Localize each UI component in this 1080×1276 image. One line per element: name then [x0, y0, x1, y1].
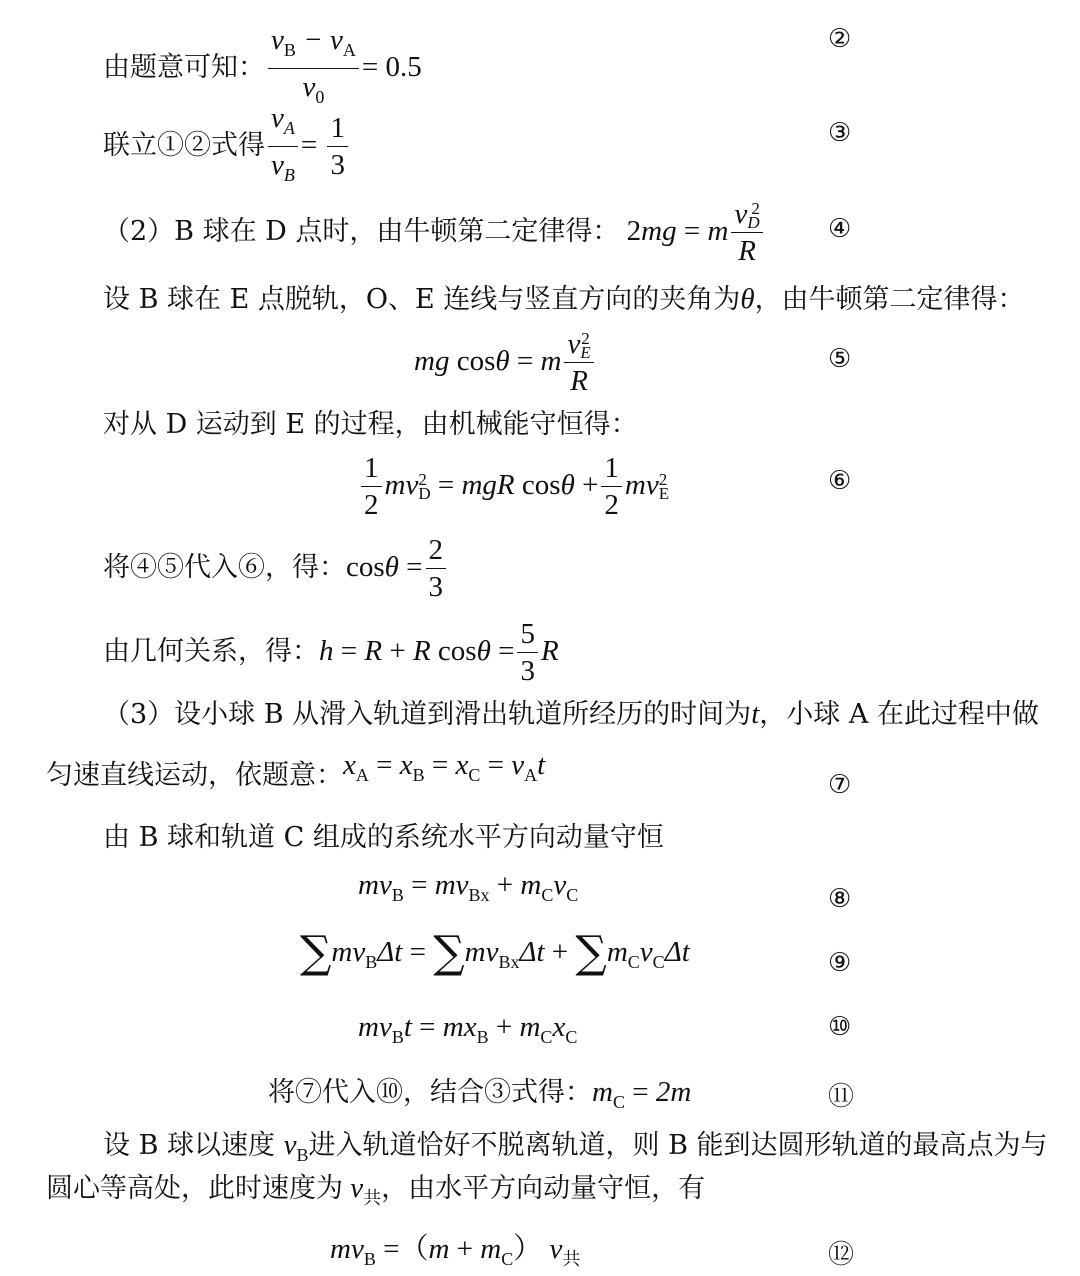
- eq-line-19: $mv_B =(m + m_C)$ $v_共$: [330, 1233, 581, 1269]
- text-segment: 设 B 球在 E 点脱轨，O、E 连线与竖直方向的夹角为: [103, 284, 741, 315]
- eq-number: ④: [828, 214, 852, 244]
- fraction: v 2 E R: [564, 326, 593, 399]
- eq-line-7: $\frac{1}{2}$ mv 2 D = mgR cosθ + $\frac{1}{2}$ mv 2 E: [358, 450, 669, 523]
- fraction: $\frac{1}{2}$: [601, 450, 622, 523]
- eq-number: ②: [828, 24, 852, 54]
- text-line-17: 设 B 球以速度 $v_B$进入轨道恰好不脱离轨道，则 B 能到达圆形轨道的最高点为与: [103, 1129, 1048, 1165]
- eq-label: 将④⑤代入⑥，得：: [103, 552, 346, 583]
- eq-line-13: $mv_B = mv_{Bx} + m_Cv_C$: [358, 869, 579, 905]
- eq-line-2: 联立①②式得 $\frac{v_A}{v_B}$ = $\frac{1}{3}$: [103, 100, 351, 193]
- eq-number: ⑫: [828, 1240, 855, 1270]
- eq-number: ③: [828, 118, 852, 148]
- text-segment: ，由水平方向动量守恒，有: [381, 1173, 706, 1204]
- eq-line-16: 将⑦代入⑩，结合③式得：$m_C = 2m$: [268, 1076, 692, 1112]
- eq-label: 联立①②式得: [103, 130, 265, 161]
- eq-label: 由几何关系，得：: [103, 636, 319, 667]
- eq-line-15: $mv_Bt = mx_B + m_Cx_C$: [358, 1011, 578, 1047]
- text-line-6: 对从 D 运动到 E 的过程，由机械能守恒得：: [103, 409, 638, 440]
- fraction: $\frac{1}{3}$: [327, 110, 348, 183]
- eq-number: ⑪: [828, 1082, 855, 1112]
- eq-line-9: 由几何关系，得：h = R + R cosθ = $\frac{5}{3}$ R: [103, 618, 559, 687]
- fraction: $\frac{v_B - v_A}{v_0}$: [268, 22, 359, 115]
- text-segment: 设 B 球以速度: [103, 1130, 284, 1161]
- theta-symbol: θ: [740, 283, 755, 315]
- eq-number: ⑥: [828, 466, 852, 496]
- eq-line-5: mg cosθ = m v 2 E R: [414, 326, 597, 399]
- text-line-18: 圆心等高处，此时速度为 $v_共$，由水平方向动量守恒，有: [46, 1172, 706, 1208]
- fraction: $\frac{5}{3}$: [517, 616, 538, 689]
- eq-label: （2）B 球在 D 点时，由牛顿第二定律得：: [103, 216, 620, 247]
- text-segment: ，由牛顿第二定律得：: [754, 284, 1025, 315]
- eq-number: ⑨: [828, 948, 852, 978]
- eq-line-11: 匀速直线运动，依题意：$x_A = x_B = x_C = v_At$: [46, 749, 546, 791]
- eq-number: ⑤: [828, 344, 852, 374]
- text-segment: （3）设小球 B 从滑入轨道到滑出轨道所经历的时间为: [103, 699, 752, 730]
- eq-label: 将⑦代入⑩，结合③式得：: [268, 1077, 592, 1108]
- eq-line-14: $\sum mv_B\Delta t = \sum mv_{Bx}\Delta t + \sum m_Cv_C\Delta t$: [300, 927, 690, 978]
- t-symbol: t: [751, 698, 760, 730]
- text-segment: 进入轨道恰好不脱离轨道，则 B 能到达圆形轨道的最高点为与: [308, 1130, 1048, 1161]
- eq-number: ⑦: [828, 770, 852, 800]
- fraction: $\frac{v_A}{v_B}$: [268, 100, 298, 193]
- text-line-12: 由 B 球和轨道 C 组成的系统水平方向动量守恒: [103, 822, 664, 853]
- eq-number: ⑩: [828, 1012, 852, 1042]
- text-line-4: [103, 282, 1025, 317]
- eq-line-3: （2）B 球在 D 点时，由牛顿第二定律得： 2mg = m v 2 D R: [103, 196, 766, 269]
- text-segment: ，小球 A 在此过程中做: [759, 699, 1039, 730]
- text-line-10: [103, 697, 1039, 732]
- eq-label: 由题意可知：: [103, 52, 265, 83]
- eq-line-8: 将④⑤代入⑥，得：cosθ = $\frac{2}{3}$: [103, 532, 449, 605]
- eq-label: 匀速直线运动，依题意：: [46, 760, 343, 791]
- eq-number: ⑧: [828, 884, 852, 914]
- fraction: $\frac{2}{3}$: [426, 532, 447, 605]
- eq-rhs: = 0.5: [361, 51, 422, 83]
- text-segment: 圆心等高处，此时速度为: [46, 1173, 343, 1204]
- fraction: v 2 D R: [731, 196, 762, 269]
- fraction: $\frac{1}{2}$: [361, 450, 382, 523]
